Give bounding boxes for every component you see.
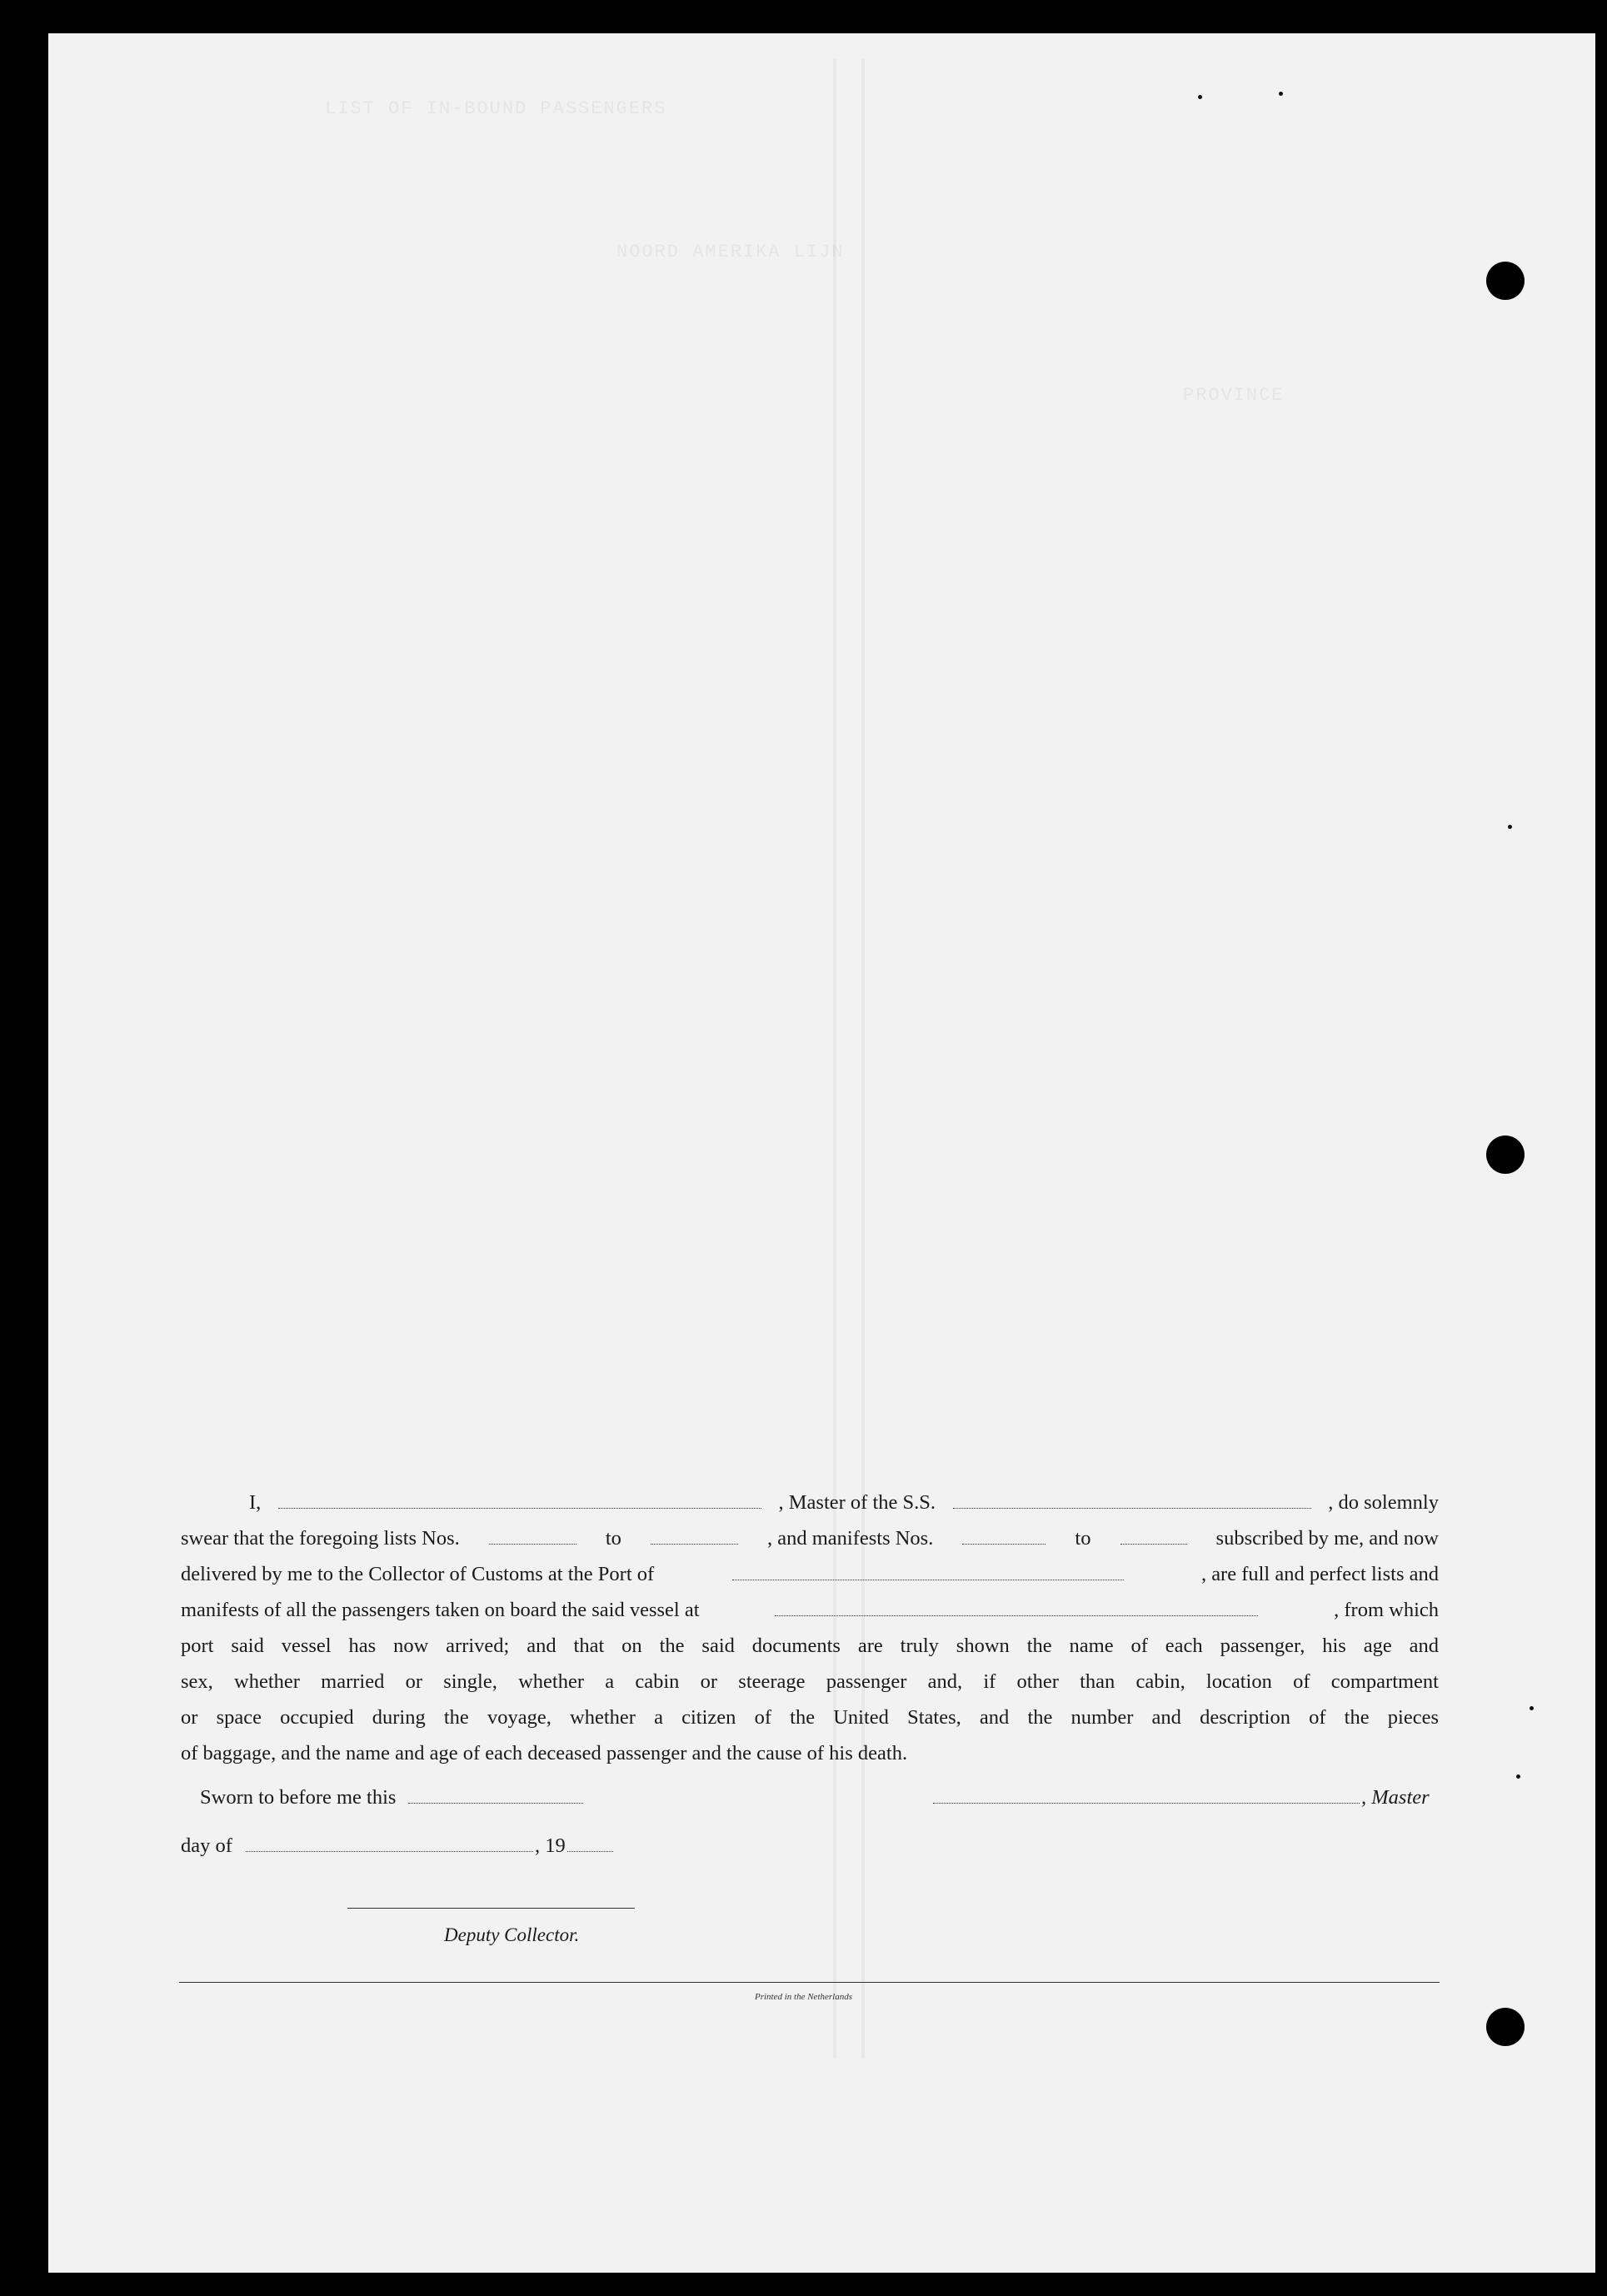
oath-paragraph	[181, 1485, 1439, 1771]
oath-line	[181, 1485, 1439, 1520]
manifest-to-blank	[1120, 1543, 1187, 1545]
sworn-row	[200, 1786, 1441, 1809]
oath-text: , are full and perfect lists and	[1200, 1563, 1439, 1585]
footer-rule	[179, 1982, 1440, 1983]
speck	[1508, 825, 1512, 829]
oath-text: sex, whether married or single, whether a cabin or steerage passenger and, if other than cabin, location of compartment	[181, 1670, 1439, 1693]
year-blank	[567, 1850, 613, 1852]
manifest-from-blank	[962, 1543, 1046, 1545]
speck	[1516, 1774, 1520, 1779]
day-row	[181, 1834, 615, 1858]
oath-text: , and manifests Nos.	[766, 1527, 934, 1550]
oath-text: to	[1075, 1527, 1091, 1550]
oath-text: , do solemnly	[1328, 1491, 1439, 1514]
oath-line	[181, 1735, 1439, 1771]
deputy-signature-line	[347, 1908, 635, 1909]
oath-line	[181, 1628, 1439, 1664]
oath-line	[181, 1700, 1439, 1735]
oath-text: swear that the foregoing lists Nos.	[181, 1527, 460, 1550]
sworn-date-blank	[408, 1802, 583, 1804]
document-page	[48, 33, 1595, 2273]
oath-text: I,	[249, 1491, 262, 1514]
oath-text: , Master of the S.S.	[778, 1491, 936, 1514]
list-to-blank	[651, 1543, 738, 1545]
master-signature-area	[931, 1786, 1430, 1809]
oath-line	[181, 1664, 1439, 1700]
oath-text: delivered by me to the Collector of Customs at the Port of	[181, 1563, 655, 1585]
oath-text: of baggage, and the name and age of each deceased passenger and the cause of his death.	[181, 1742, 908, 1764]
oath-text: , from which	[1334, 1599, 1439, 1621]
printed-in-note: Printed in the Netherlands	[754, 1992, 852, 2002]
oath-text: or space occupied during the voyage, whether a citizen of the United States, and the number and description of the pieces	[181, 1706, 1439, 1729]
speck	[1530, 1706, 1534, 1710]
bleed-through-text: PROVINCE	[1183, 385, 1285, 406]
punch-hole	[1486, 2008, 1525, 2046]
bleed-through-text: NOORD AMERIKA LIJN	[616, 242, 845, 262]
master-label: , Master	[1361, 1786, 1430, 1809]
year-prefix: , 19	[535, 1834, 566, 1857]
oath-text: manifests of all the passengers taken on board the said vessel at	[181, 1599, 700, 1621]
oath-line	[181, 1556, 1439, 1592]
oath-text: to	[605, 1527, 621, 1550]
speck	[1198, 95, 1202, 99]
deputy-collector-label: Deputy Collector.	[444, 1924, 580, 1945]
bleed-through-text: LIST OF IN-BOUND PASSENGERS	[325, 98, 667, 119]
sworn-label: Sworn to before me this	[200, 1786, 397, 1809]
oath-text: subscribed by me, and now	[1215, 1527, 1439, 1550]
master-name-blank	[278, 1507, 761, 1509]
day-label: day of	[181, 1834, 232, 1857]
port-blank	[732, 1579, 1124, 1580]
oath-line	[181, 1592, 1439, 1628]
list-from-blank	[489, 1543, 576, 1545]
oath-line	[181, 1520, 1439, 1556]
speck	[1279, 92, 1283, 96]
departure-port-blank	[775, 1615, 1258, 1616]
ship-name-blank	[953, 1507, 1311, 1509]
punch-hole	[1486, 1136, 1525, 1174]
oath-text: port said vessel has now arrived; and that on the said documents are truly shown the name of each passenger, his age and	[181, 1635, 1439, 1657]
punch-hole	[1486, 262, 1525, 300]
month-blank	[246, 1850, 533, 1852]
master-signature-blank	[933, 1802, 1360, 1804]
